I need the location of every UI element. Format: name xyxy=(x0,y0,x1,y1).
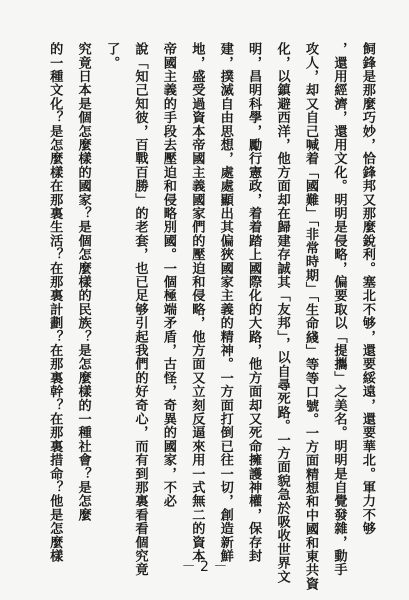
text-column: 說「知己知彼，百戰百勝」的老套，也已足够引起我們的好奇心，而有到那裏看看個究竟 xyxy=(132,42,148,577)
text-column: 攻人，却又自己喊着「國難」「非常時期」「生命綫」等等口號。一方面精想和中國和東共資 xyxy=(303,42,318,591)
body-text xyxy=(47,42,375,591)
text-column: 明，昌明科學，勵行憲政，着着踏上國際化的大路，他方面却又死命擁護神權，保存封 xyxy=(246,42,262,563)
text-column: 建，撲滅自由思想，處處顯出其偏狹國家主義的精神。一方面打倒已往一切，創造新鮮 xyxy=(217,42,233,563)
text-column: 地，盛受過資本帝國主義國家們的壓迫和侵略，他方面又立刻反逼來用一式無二的資本 xyxy=(189,42,205,563)
text-column: 了。 xyxy=(104,42,120,70)
text-column: 帝國主義的手段去壓迫和侵略別國。一個極端矛盾，古怪，奇異的國家，不必 xyxy=(160,42,176,508)
text-column: ，還用經濟，還用文化。明明是侵略，偏要取以「提攜」之美名。明明是自覺發雜，動手 xyxy=(331,42,347,577)
text-column: 的一種文化？是怎麼樣在那裏生活？在那裏計劃？在那裏幹？在那裏措命？他是怎麼樣 xyxy=(47,42,63,563)
text-column: 飼鋒是那麼巧妙，恰鋒邦又那麼銳利。塞北不够，還要綏遠，還要華北。軍力不够 xyxy=(359,42,375,536)
text-column: 化，以鎮避西洋，他方面却在歸建存誠其「友邦」，以自尋死路。一方面貌急於吸收世界文 xyxy=(274,42,290,584)
text-column: 究竟日本是個怎麼樣的國家？是個怎麼樣的民族？是怎麼樣的一種社會？是怎麼 xyxy=(75,42,91,522)
page-number: － 2 － xyxy=(181,559,228,575)
